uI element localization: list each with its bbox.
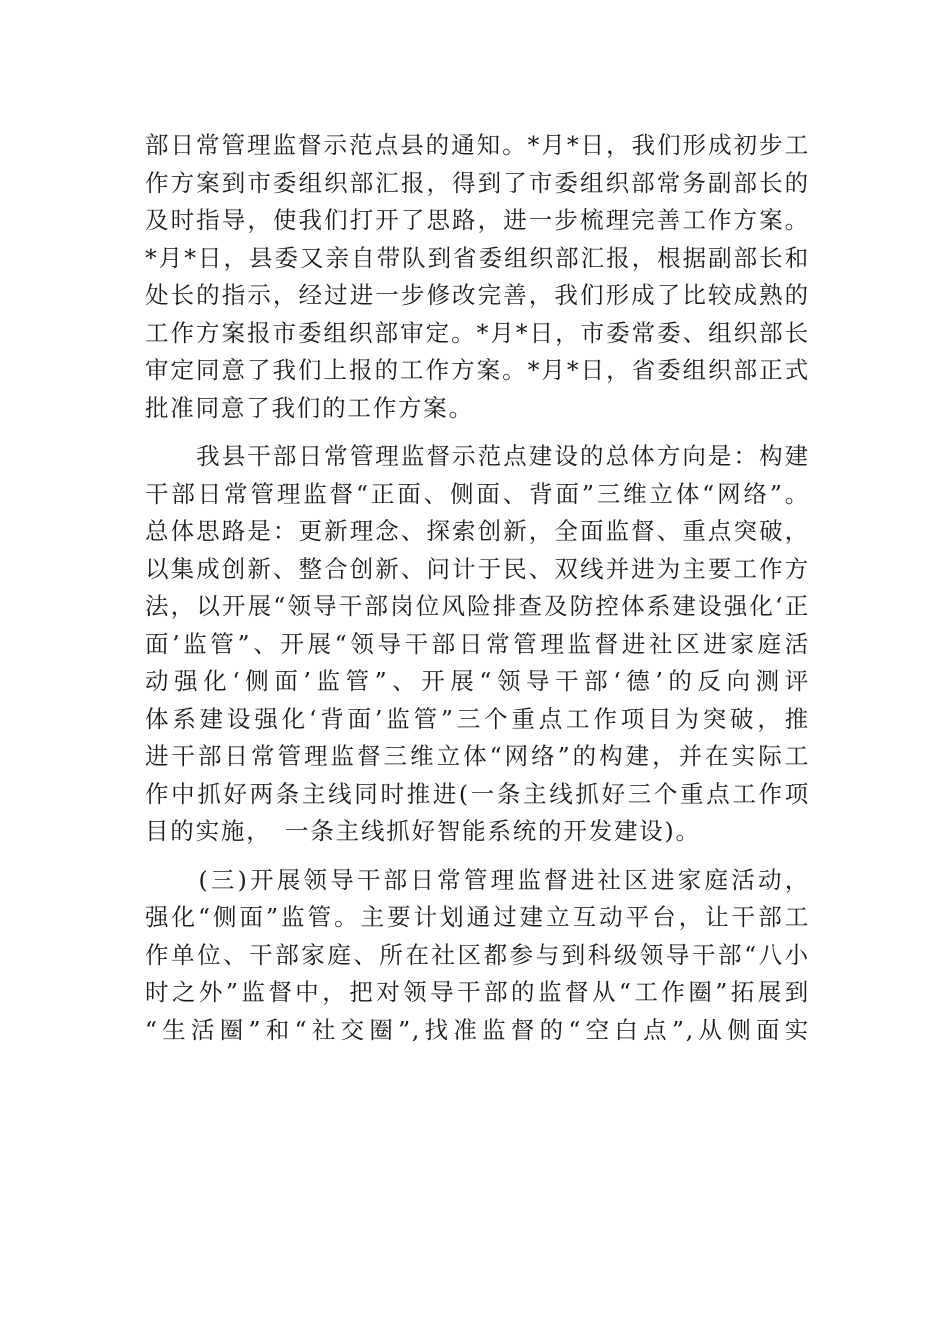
paragraph — [145, 438, 810, 851]
text-line: 我县干部日常管理监督示范点建设的总体方向是：构建 — [145, 442, 810, 470]
text-line: 审定同意了我们上报的工作方案。*月*日，省委组织部正式 — [145, 356, 810, 384]
text-line: 时之外”监督中，把对领导干部的监督从“工作圈”拓展到 — [145, 978, 810, 1006]
text-line: (三)开展领导干部日常管理监督进社区进家庭活动， — [145, 865, 810, 894]
text-line: *月*日，县委又亲自带队到省委组织部汇报，根据副部长和 — [145, 243, 810, 272]
text-line: 干部日常管理监督“正面、侧面、背面”三维立体“网络”。 — [145, 479, 810, 508]
paragraph — [145, 862, 810, 1050]
paragraph-spacer — [145, 427, 810, 438]
text-line: 部日常管理监督示范点县的通知。*月*日，我们形成初步工 — [145, 131, 810, 159]
text-line: 面’监管”、开展“领导干部日常管理监督进社区进家庭活 — [145, 629, 810, 658]
text-line: 工作方案报市委组织部审定。*月*日，市委常委、组织部长 — [145, 318, 810, 347]
text-line: 进干部日常管理监督三维立体“网络”的构建，并在实际工 — [145, 742, 810, 770]
text-line: 总体思路是：更新理念、探索创新，全面监督、重点突破， — [145, 517, 810, 545]
text-line: 及时指导，使我们打开了思路，进一步梳理完善工作方案。 — [145, 206, 810, 234]
text-line: “生活圈”和“社交圈”,找准监督的“空白点”,从侧面实 — [145, 1015, 810, 1044]
text-line: 法，以开展“领导干部岗位风险排查及防控体系建设强化‘正 — [145, 592, 810, 620]
text-line: 作方案到市委组织部汇报，得到了市委组织部常务副部长的 — [145, 168, 810, 197]
text-line: 体系建设强化‘背面’监管”三个重点工作项目为突破，推 — [145, 704, 810, 733]
paragraph-spacer — [145, 851, 810, 862]
text-line: 处长的指示，经过进一步修改完善，我们形成了比较成熟的 — [145, 281, 810, 309]
text-line: 作中抓好两条主线同时推进(一条主线抓好三个重点工作项 — [145, 779, 810, 808]
text-line: 作单位、干部家庭、所在社区都参与到科级领导干部“八小 — [145, 940, 810, 969]
document-body — [145, 127, 810, 1049]
text-line: 以集成创新、整合创新、问计于民、双线并进为主要工作方 — [145, 554, 810, 583]
text-line: 强化“侧面”监管。主要计划通过建立互动平台，让干部工 — [145, 903, 810, 931]
paragraph — [145, 127, 810, 427]
text-line: 动强化‘侧面’监管”、开展“领导干部‘德’的反向测评 — [145, 667, 810, 695]
text-line: 目的实施， 一条主线抓好智能系统的开发建设)。 — [145, 817, 701, 845]
text-line: 批准同意了我们的工作方案。 — [145, 393, 474, 422]
